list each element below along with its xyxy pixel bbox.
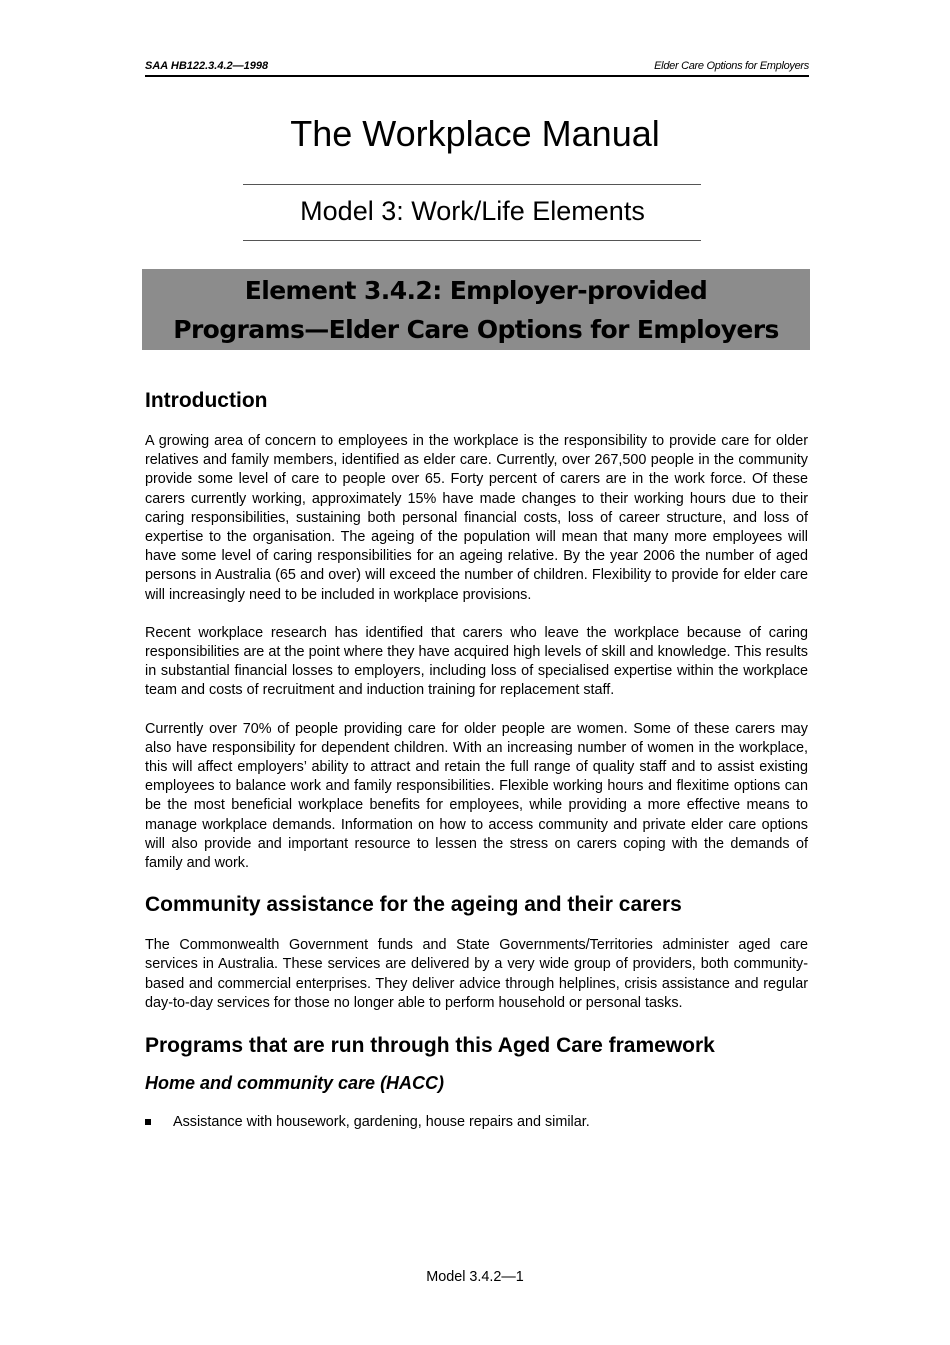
manual-title: The Workplace Manual (290, 113, 660, 154)
element-heading (173, 271, 779, 349)
hacc-subheading: Home and community care (HACC) (145, 1073, 445, 1094)
community-assistance-heading: Community assistance for the ageing and their carers (145, 893, 682, 917)
element-heading-line-2: Programs—Elder Care Options for Employers (173, 314, 779, 344)
page-number: Model 3.4.2—1 (426, 1269, 524, 1285)
running-header (145, 58, 809, 77)
introduction-paragraph-3: Currently over 70% of people providing care for older people are women. Some of these carers may also have responsibility for dependent children. With an increasing number of women in the workplace, this will affect employers’ ability to attract and retain the full range of quality staff and to assist existing employees to balance work and family responsibilities. Flexible working hours and flexitime options can be the most beneficial workplace benefits for employees, while providing a more effective means to manage workplace demands. Information on how to access community and private elder care options will also provide and important resource to lessen the stress on carers coping with the demands of family and work. (145, 720, 808, 872)
hacc-bullet-list (145, 1113, 808, 1132)
model-title: Model 3: Work/Life Elements (300, 196, 645, 226)
title-divider-bottom (243, 240, 701, 241)
list-item (145, 1113, 808, 1132)
introduction-paragraph-2: Recent workplace research has identified that carers who leave the workplace because of caring responsibilities are at the point where they have acquired high levels of skill and knowledge. This results in substantial financial losses to employers, including loss of specialised expertise within the workplace team and costs of recruitment and induction training for replacement staff. (145, 624, 808, 699)
community-assistance-paragraph: The Commonwealth Government funds and State Governments/Territories administer aged care services in Australia. These services are delivered by a very wide group of providers, both community-based and commercial enterprises. They deliver advice through helplines, crisis assistance and regular day-to-day services for those no longer able to perform household or personal tasks. (145, 937, 808, 1011)
square-bullet-icon (145, 1119, 151, 1125)
main-content (145, 388, 808, 1132)
title-divider-top (243, 184, 701, 185)
list-item-text: Assistance with housework, gardening, house repairs and similar. (173, 1114, 590, 1131)
programs-heading: Programs that are run through this Aged Care framework (145, 1034, 715, 1058)
document-code: SAA HB122.3.4.2—1998 (145, 60, 269, 72)
document-topic: Elder Care Options for Employers (654, 60, 809, 72)
element-banner (142, 269, 810, 350)
introduction-heading: Introduction (145, 389, 268, 412)
introduction-paragraph-1: A growing area of concern to employees in the workplace is the responsibility to provide care for older relatives and family members, identified as elder care. Currently, over 267,500 people in the community provide some level of care to people over 65. Forty percent of carers are in the work force. Of these carers currently working, approximately 15% have made changes to their working hours due to their caring responsibilities, sustaining both personal financial costs, loss of career structure, and loss of expertise to the organisation. The ageing of the population will mean that many more employees will have some level of caring responsibilities for an ageing relative. By the year 2006 the number of aged persons in Australia (65 and over) will exceed the number of children. Flexibility to provide for elder care will increasingly need to be included in workplace provisions. (145, 433, 808, 603)
element-heading-line-1: Element 3.4.2: Employer-provided (244, 275, 708, 305)
